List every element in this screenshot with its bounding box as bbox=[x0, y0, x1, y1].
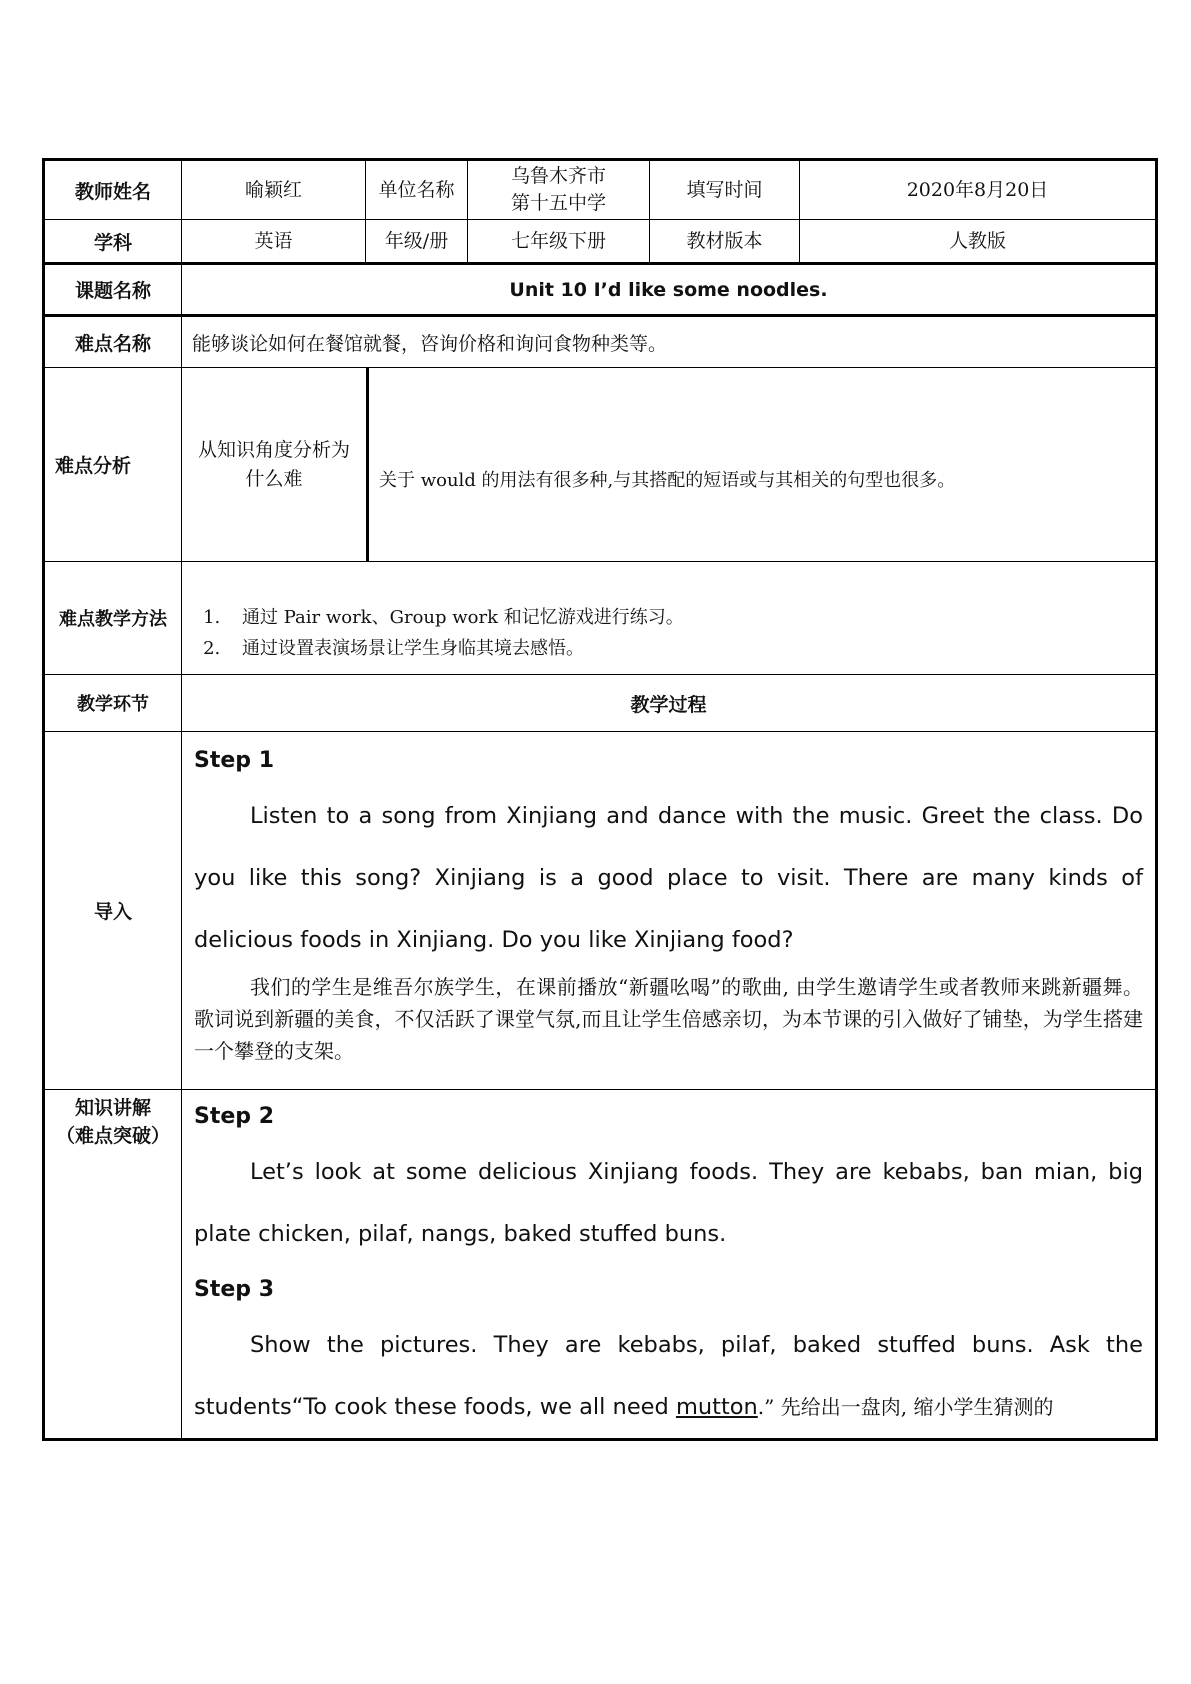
intro-content bbox=[182, 732, 1157, 1090]
unit-name-value bbox=[468, 160, 650, 220]
teacher-name-label: 教师姓名 bbox=[44, 160, 182, 220]
knowledge-label bbox=[44, 1090, 182, 1440]
step-3-text-b: .” 先给出一盘肉, 缩小学生猜测的 bbox=[757, 1395, 1054, 1419]
difficulty-value: 能够谈论如何在餐馆就餐，咨询价格和询问食物种类等。 bbox=[182, 316, 1157, 368]
edition-label: 教材版本 bbox=[650, 220, 800, 264]
process-header-row bbox=[44, 675, 1157, 732]
analysis-content bbox=[182, 368, 1157, 562]
analysis-row bbox=[44, 368, 1157, 562]
step-1-english: Listen to a song from Xinjiang and dance with the music. Greet the class. Do you like this song? Xinjiang is a good place to visit. There are many kinds of delicious foods in Xinjiang. Do you like Xinjiang food? bbox=[194, 803, 1143, 953]
step-3-title: Step 3 bbox=[194, 1277, 274, 1302]
methods-content bbox=[182, 562, 1157, 675]
knowledge-row bbox=[44, 1090, 1157, 1440]
topic-row bbox=[44, 264, 1157, 316]
fill-date-value: 2020年8月20日 bbox=[800, 160, 1157, 220]
step-3-text-a: Show the pictures. They are kebabs, pilaf, baked stuffed buns. Ask the students“To cook these foods, we all need bbox=[194, 1332, 1143, 1420]
step-2-text: Let’s look at some delicious Xinjiang foods. They are kebabs, ban mian, big plate chicken, pilaf, nangs, baked stuffed buns. bbox=[194, 1159, 1143, 1247]
step-2-title: Step 2 bbox=[194, 1104, 274, 1129]
knowledge-content bbox=[182, 1090, 1157, 1440]
methods-list bbox=[182, 602, 1155, 664]
info-row-2 bbox=[44, 220, 1157, 264]
step-1-title: Step 1 bbox=[194, 748, 274, 773]
knowledge-label-line-2: （难点突破） bbox=[55, 1125, 170, 1147]
analysis-inner-table bbox=[182, 368, 1155, 561]
edition-value: 人教版 bbox=[800, 220, 1157, 264]
difficulty-row bbox=[44, 316, 1157, 368]
grade-value: 七年级下册 bbox=[468, 220, 650, 264]
analysis-sub-label bbox=[182, 368, 368, 561]
lesson-plan-table bbox=[42, 158, 1158, 1441]
lesson-plan-form bbox=[42, 158, 1155, 1441]
stage-header: 教学环节 bbox=[44, 675, 182, 732]
step-1-chinese: 我们的学生是维吾尔族学生，在课前播放“新疆吆喝”的歌曲, 由学生邀请学生或者教师来跳新疆舞。歌词说到新疆的美食，不仅活跃了课堂气氛,而且让学生倍感亲切，为本节课的引入做好了铺垫，为学生搭建一个攀登的支架。 bbox=[194, 975, 1143, 1063]
unit-name-label: 单位名称 bbox=[366, 160, 468, 220]
methods-row bbox=[44, 562, 1157, 675]
process-header: 教学过程 bbox=[182, 675, 1157, 732]
grade-label: 年级/册 bbox=[366, 220, 468, 264]
info-row-1 bbox=[44, 160, 1157, 220]
analysis-value: 关于 would 的用法有很多种,与其搭配的短语或与其相关的句型也很多。 bbox=[379, 469, 956, 491]
analysis-sub-label-line-1: 从知识角度分析为 bbox=[197, 438, 350, 461]
subject-label: 学科 bbox=[44, 220, 182, 264]
unit-name-line-1: 乌鲁木齐市 bbox=[510, 165, 606, 188]
unit-name-line-2: 第十五中学 bbox=[510, 192, 606, 214]
step-3-text bbox=[194, 1314, 1143, 1438]
teacher-name-value: 喻颖红 bbox=[182, 160, 366, 220]
analysis-label: 难点分析 bbox=[44, 368, 182, 562]
intro-row bbox=[44, 732, 1157, 1090]
methods-item-1: 1. 通过 Pair work、Group work 和记忆游戏进行练习。 bbox=[226, 602, 1155, 633]
knowledge-label-line-1: 知识讲解 bbox=[74, 1097, 151, 1119]
methods-item-2: 2. 通过设置表演场景让学生身临其境去感悟。 bbox=[226, 633, 1155, 664]
step-3-underline: mutton bbox=[675, 1394, 758, 1420]
difficulty-label: 难点名称 bbox=[44, 316, 182, 368]
topic-value: Unit 10 I’d like some noodles. bbox=[182, 264, 1157, 316]
methods-label: 难点教学方法 bbox=[44, 562, 182, 675]
fill-date-label: 填写时间 bbox=[650, 160, 800, 220]
topic-label: 课题名称 bbox=[44, 264, 182, 316]
subject-value: 英语 bbox=[182, 220, 366, 264]
intro-label: 导入 bbox=[44, 732, 182, 1090]
analysis-sub-label-line-2: 什么难 bbox=[245, 467, 303, 490]
